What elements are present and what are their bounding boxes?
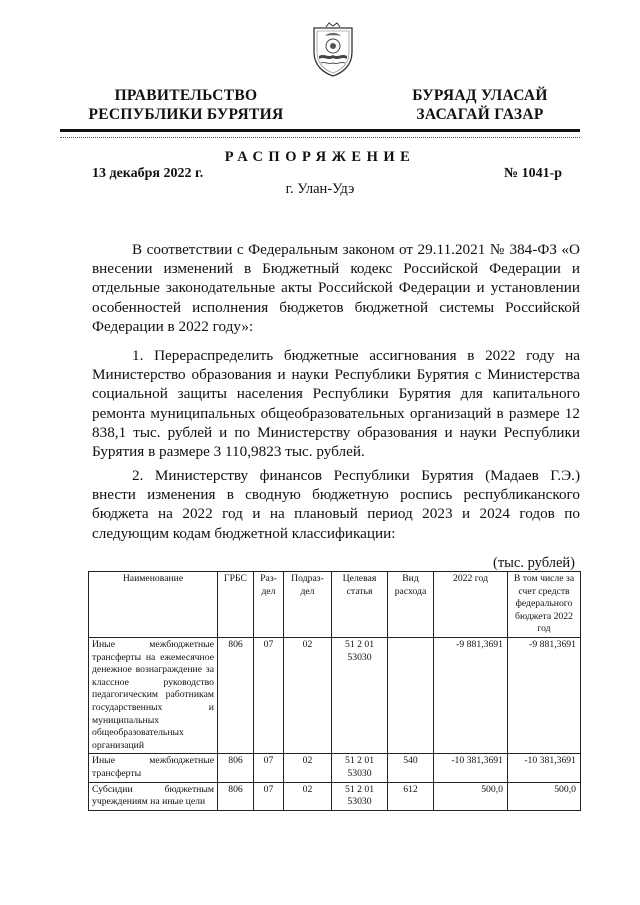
row-amount-2022: -9 881,3691: [434, 637, 508, 753]
header-divider-dotted: [60, 137, 580, 138]
header-razdel: Раз-дел: [254, 572, 284, 638]
row-amount-federal: 500,0: [508, 782, 581, 810]
header-divider-thick: [60, 129, 580, 132]
clause-2-paragraph: [92, 466, 580, 543]
header-podrazdel: Подраз-дел: [284, 572, 332, 638]
row-amount-federal: -9 881,3691: [508, 637, 581, 753]
row-grbs: 806: [218, 637, 254, 753]
document-title: РАСПОРЯЖЕНИЕ: [224, 149, 416, 165]
government-name-buryat: [410, 86, 550, 124]
clause-2-text: 2. Министерству финансов Республики Бурятия (Мадаев Г.Э.) внести изменения в сводную бюджетную роспись республиканского бюджета на 2022 год и на плановый период 2023 и 2024 годов по следующим кодам бюджетной классификации:: [92, 467, 580, 542]
clause-1-paragraph: [92, 346, 580, 461]
row-name: Иные межбюджетные трансферты: [89, 754, 218, 782]
header-federal-2022: В том числе за счет средств федерального бюджета 2022 год: [508, 572, 581, 638]
budget-classification-table: [88, 571, 581, 811]
preamble-paragraph: [92, 240, 580, 336]
header-target-article: Целевая статья: [332, 572, 388, 638]
table-row: [89, 637, 581, 753]
document-date: 13 декабря 2022 г.: [92, 166, 204, 181]
government-name-ru-line2: РЕСПУБЛИКИ БУРЯТИЯ: [88, 106, 284, 123]
row-expense-type: [388, 637, 434, 753]
row-amount-2022: 500,0: [434, 782, 508, 810]
row-target-article: 51 2 01 53030: [332, 637, 388, 753]
government-name-ru-line1: ПРАВИТЕЛЬСТВО: [114, 87, 258, 104]
row-target-article: 51 2 01 53030: [332, 754, 388, 782]
row-expense-type: 612: [388, 782, 434, 810]
row-grbs: 806: [218, 782, 254, 810]
row-razdel: 07: [254, 782, 284, 810]
coat-of-arms-emblem: [310, 22, 356, 78]
header-grbs: ГРБС: [218, 572, 254, 638]
table-row: [89, 754, 581, 782]
row-razdel: 07: [254, 754, 284, 782]
clause-1-text: 1. Перераспределить бюджетные ассигнования в 2022 году на Министерство образования и науки Республики Бурятия с Министерства социальной защиты населения Республики Бурятия для капитального ремонта муниципальных общеобразовательных организаций в размере 12 838,1 тыс. рублей и по Министерству образования и науки Республики Бурятия в размере 3 110,9823 тыс. рублей.: [92, 347, 580, 461]
row-razdel: 07: [254, 637, 284, 753]
row-podrazdel: 02: [284, 637, 332, 753]
row-amount-2022: -10 381,3691: [434, 754, 508, 782]
row-podrazdel: 02: [284, 754, 332, 782]
government-name-russian: [88, 86, 284, 124]
table-header-row: [89, 572, 581, 638]
header-2022: 2022 год: [434, 572, 508, 638]
government-name-bua-line1: БУРЯАД УЛАСАЙ: [412, 87, 548, 104]
row-grbs: 806: [218, 754, 254, 782]
government-name-bua-line2: ЗАСАГАЙ ГАЗАР: [416, 106, 544, 123]
table-unit-label: (тыс. рублей): [493, 555, 575, 571]
row-expense-type: 540: [388, 754, 434, 782]
header-expense-type: Вид расхода: [388, 572, 434, 638]
header-name: Наименование: [89, 572, 218, 638]
document-number: № 1041-р: [504, 166, 563, 181]
table-row: [89, 782, 581, 810]
row-podrazdel: 02: [284, 782, 332, 810]
row-amount-federal: -10 381,3691: [508, 754, 581, 782]
row-name: Иные межбюджетные трансферты на ежемесячное денежное вознаграждение за классное руководство педагогическим работникам государственных и муниципальных общеобразовательных организаций: [89, 637, 218, 753]
row-name: Субсидии бюджетным учреждениям на иные цели: [89, 782, 218, 810]
document-city: г. Улан-Удэ: [285, 181, 355, 197]
row-target-article: 51 2 01 53030: [332, 782, 388, 810]
preamble-text: В соответствии с Федеральным законом от 29.11.2021 № 384-ФЗ «О внесении изменений в Бюджетный кодекс Российской Федерации и отдельные законодательные акты Российской Федерации и установлении особенностей исполнения бюджетов бюджетной системы Российской Федерации в 2022 году»:: [92, 241, 580, 335]
